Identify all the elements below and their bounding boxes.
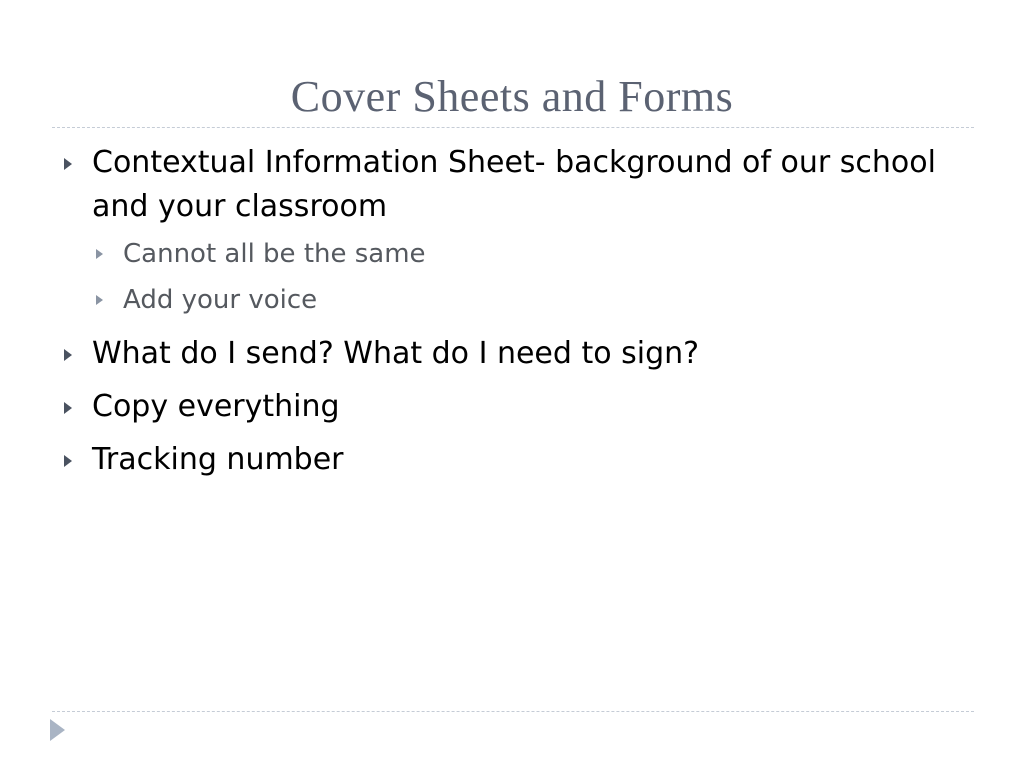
- bullet-item: [0, 438, 1024, 482]
- triangle-bullet-icon: [64, 455, 72, 467]
- bullet-item: [0, 385, 1024, 429]
- bullet-text: Copy everything: [92, 389, 340, 424]
- slide-title: Cover Sheets and Forms: [290, 72, 734, 121]
- next-slide-icon[interactable]: [50, 719, 65, 741]
- bullet-item: [0, 332, 1024, 376]
- sub-bullet-text: Add your voice: [123, 285, 318, 315]
- footer-divider: [52, 711, 974, 712]
- triangle-bullet-icon: [96, 249, 103, 259]
- triangle-bullet-icon: [64, 402, 72, 414]
- triangle-bullet-icon: [96, 295, 103, 305]
- sub-bullet-item: [0, 231, 964, 277]
- bullet-text: Contextual Information Sheet- background of our school and your classroom: [92, 145, 936, 224]
- bullet-text: Tracking number: [92, 442, 344, 477]
- sub-bullet-list: [92, 231, 964, 323]
- triangle-bullet-icon: [64, 349, 72, 361]
- triangle-bullet-icon: [64, 158, 72, 170]
- bullet-list: [0, 141, 1024, 482]
- sub-bullet-item: [0, 277, 964, 323]
- bullet-item: [0, 141, 1024, 323]
- title-divider: [52, 127, 974, 128]
- bullet-text: What do I send? What do I need to sign?: [92, 336, 700, 371]
- sub-bullet-text: Cannot all be the same: [123, 239, 426, 269]
